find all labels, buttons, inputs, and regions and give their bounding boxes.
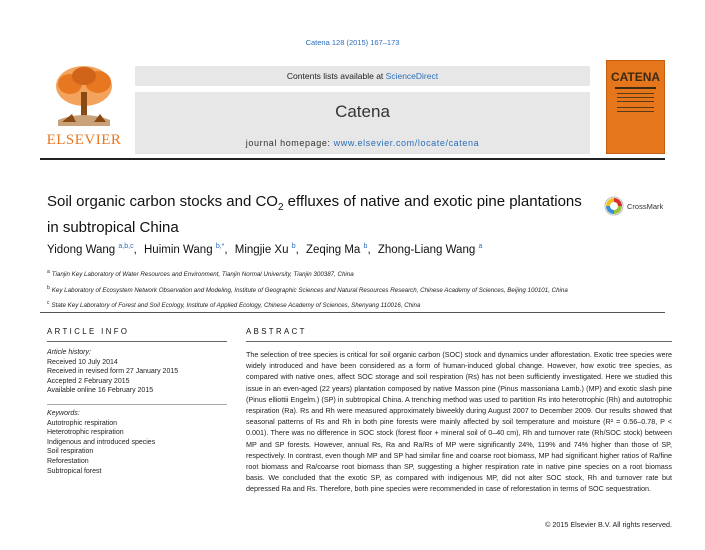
homepage-link[interactable]: www.elsevier.com/locate/catena — [333, 138, 480, 148]
title-subscript: 2 — [277, 202, 284, 213]
cover-text-line — [617, 93, 654, 94]
article-info-heading: ARTICLE INFO — [47, 327, 130, 336]
affiliation-key: b — [47, 284, 50, 291]
affiliation-item — [47, 266, 667, 282]
author-affiliation-marker[interactable]: a — [478, 243, 483, 250]
keyword-item[interactable]: Heterotrophic respiration — [47, 429, 124, 437]
affiliation-text: Tianjin Key Laboratory of Water Resources and Environment, Tianjin Normal University, Tianjin 300387, China — [51, 271, 354, 279]
affiliation-item — [47, 297, 667, 313]
elsevier-tree-icon — [48, 62, 120, 128]
title-part-1: Soil organic carbon stocks and CO — [47, 193, 278, 210]
affiliation-text: State Key Laboratory of Forest and Soil Ecology, Institute of Applied Ecology, Chinese Academy of Sciences, Shenyang 110016, China — [51, 302, 421, 310]
keyword-list — [47, 409, 227, 476]
header-rule — [40, 158, 665, 160]
author-name[interactable]: Mingjie Xu — [234, 243, 289, 256]
keywords-rule — [47, 404, 227, 405]
affiliation-key: a — [47, 269, 50, 275]
cover-text-line — [617, 97, 654, 98]
article-title — [47, 192, 587, 238]
cover-text-line — [617, 111, 654, 112]
keyword-item[interactable]: Indigenous and introduced species — [47, 438, 156, 446]
cover-text-line — [617, 107, 654, 108]
contents-prefix: Contents lists available at — [286, 71, 386, 81]
title-part-2: effluxes of native and exotic pine plantations in subtropical China — [47, 193, 582, 236]
affiliation-key: c — [47, 300, 50, 307]
homepage-prefix: journal homepage: — [245, 138, 334, 148]
author-list: Yidong Wang $^{a,b,c}$, Huimin Wang $^{b,*}$, Mingjie Xu $^b$, Zeqing Ma $^b$, Zhong-Liang Wang $^a$ — [47, 243, 483, 256]
crossmark-label: CrossMark — [627, 202, 664, 211]
journal-cover-image[interactable] — [606, 60, 665, 154]
contents-available-line — [135, 66, 590, 86]
journal-citation[interactable]: Catena 128 (2015) 167–173 — [305, 38, 400, 47]
history-entry: Received 10 July 2014 — [47, 358, 118, 366]
keyword-item[interactable]: Soil respiration — [47, 448, 94, 456]
author-name[interactable]: Yidong Wang — [47, 243, 116, 256]
author-affiliation-marker[interactable]: a,b,c — [118, 243, 134, 250]
history-label: Article history: — [47, 349, 91, 356]
sciencedirect-link[interactable]: ScienceDirect — [385, 71, 439, 81]
affiliation-item — [47, 282, 667, 298]
article-info-rule — [47, 341, 227, 342]
author-name[interactable]: Huimin Wang — [144, 243, 213, 256]
affiliation-text: Key Laboratory of Ecosystem Network Observation and Modeling, Institute of Geographic Sciences and Natural Resources Research, Chinese Academy of Sciences, Beijing 100101, China — [51, 286, 568, 294]
keyword-item[interactable]: Reforestation — [47, 457, 89, 465]
cover-title: CATENA — [610, 70, 661, 84]
history-entry: Accepted 2 February 2015 — [47, 377, 130, 385]
abstract-heading: ABSTRACT — [246, 327, 307, 336]
authors-rule — [40, 312, 665, 313]
crossmark-badge[interactable] — [604, 196, 674, 218]
copyright-notice: © 2015 Elsevier B.V. All rights reserved. — [545, 520, 672, 529]
cover-text-line — [617, 101, 654, 102]
crossmark-icon — [604, 196, 624, 216]
keyword-item[interactable]: Autotrophic respiration — [47, 419, 118, 427]
keywords-label: Keywords: — [47, 410, 80, 417]
affiliation-list — [47, 266, 667, 313]
author-name[interactable]: Zhong-Liang Wang — [377, 243, 476, 256]
author-affiliation-marker[interactable]: b — [291, 243, 296, 250]
keyword-item[interactable]: Subtropical forest — [47, 467, 102, 475]
journal-banner — [135, 60, 590, 154]
abstract-body: The selection of tree species is critical for soil organic carbon (SOC) stock and dynamics under afforestation. Exotic tree species were widely introduced and have been considered as a form of human-induced global change. However, how exotic tree species, as compared with native ones, affect SOC storage and soil respiration (Rs) has not been sufficiently investigated. Here we studied this issue in an even-aged (22 years) plantation composed by native Masson pine (Pinus massoniana Lamb.) (MP) and exotic slash pine (Pinus elliottii Engelm.) (SP) in subtropical China. A trenching method was used to partition Rs into heterotrophic (Rh) and autotrophic respiration (Ra). Rs and Rh were measured approximately biweekly during August 2007 to December 2009. Our results showed that seasonal patterns of Rs and Rh in both pine forests were mainly affected by soil temperature and moisture (R² = 0.56–0.78, P < 0.001). There was no difference in SOC stock (forest floor + mineral soil of 0–40 cm), Rh and turnover rate (Rh/SOC stock) between MP and SP forests. However, annual Rs, Ra and Ra/Rs of MP were significantly 24%, 119% and 74% higher than those of SP, respectively. In contrast, even though MP and SP had similar fine and coarse root biomass, MP had significant higher ratios of Ra/fine root biomass and Ra/coarse root biomass than SP, suggesting a higher respiration rate in native pine species on a root biomass basis. We concluded that the exotic SP, as compared with indigenous MP, did not alter SOC stock, Rh and turnover rate but depressed Ra and Rs. Therefore, both pine species were recommended in case of reforestation in terms of SOC sequestration. — [246, 350, 672, 494]
author-name[interactable]: Zeqing Ma — [306, 243, 361, 256]
journal-masthead — [40, 60, 665, 154]
history-entry: Received in revised form 27 January 2015 — [47, 368, 179, 376]
article-history — [47, 348, 227, 396]
history-entry: Available online 16 February 2015 — [47, 387, 154, 395]
elsevier-wordmark: ELSEVIER — [46, 132, 122, 148]
elsevier-logo[interactable] — [40, 60, 128, 154]
cover-divider — [615, 87, 656, 89]
author-affiliation-marker[interactable]: b — [363, 243, 368, 250]
journal-homepage-line — [135, 132, 590, 154]
journal-name: Catena — [135, 92, 590, 132]
abstract-rule — [246, 341, 672, 342]
author-affiliation-marker[interactable]: b,* — [215, 243, 225, 250]
